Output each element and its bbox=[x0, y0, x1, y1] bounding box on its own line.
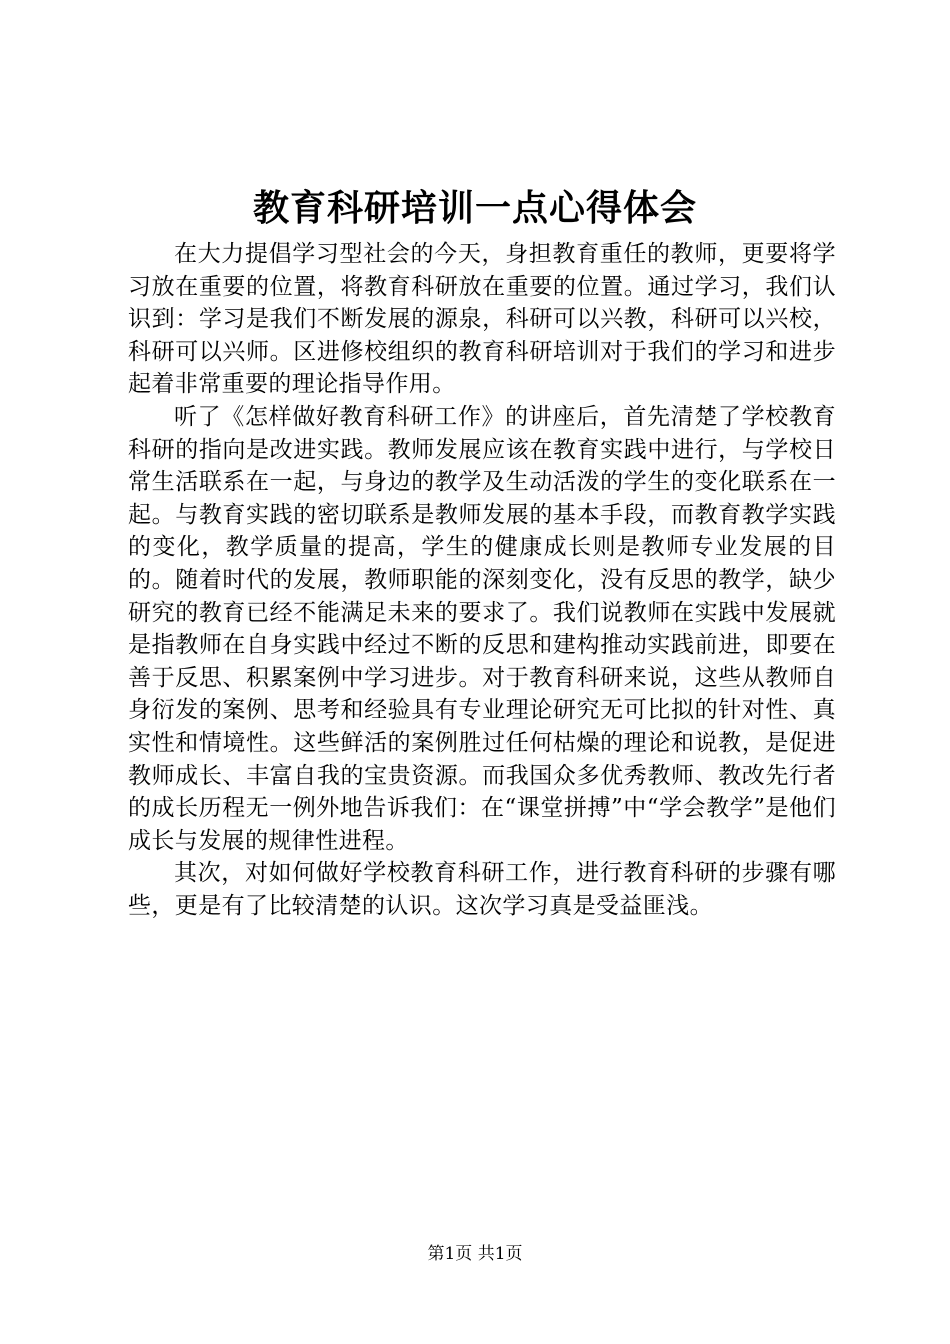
paragraph-3: 其次，对如何做好学校教育科研工作，进行教育科研的步骤有哪些，更是有了比较清楚的认识。这次学习真是受益匪浅。 bbox=[128, 860, 836, 919]
document-body bbox=[128, 238, 836, 922]
document-title: 教育科研培训一点心得体会 bbox=[252, 187, 697, 229]
paragraph-2: 听了《怎样做好教育科研工作》的讲座后，首先清楚了学校教育科研的指向是改进实践。教师发展应该在教育实践中进行，与学校日常生活联系在一起，与身边的教学及生动活泼的学生的变化联系在一起。与教育实践的密切联系是教师发展的基本手段，而教育教学实践的变化，教学质量的提高，学生的健康成长则是教师专业发展的目的。随着时代的发展，教师职能的深刻变化，没有反思的教学，缺少研究的教育已经不能满足未来的要求了。我们说教师在实践中发展就是指教师在自身实践中经过不断的反思和建构推动实践前进，即要在善于反思、积累案例中学习进步。对于教育科研来说，这些从教师自身衍发的案例、思考和经验具有专业理论研究无可比拟的针对性、真实性和情境性。这些鲜活的案例胜过任何枯燥的理论和说教，是促进教师成长、丰富自我的宝贵资源。而我国众多优秀教师、教改先行者的成长历程无一例外地告诉我们：在“课堂拼搏”中“学会教学”是他们成长与发展的规律性进程。 bbox=[128, 403, 836, 854]
page-footer: 第1页 共1页 bbox=[427, 1244, 523, 1264]
paragraph-1: 在大力提倡学习型社会的今天，身担教育重任的教师，更要将学习放在重要的位置，将教育科研放在重要的位置。通过学习，我们认识到：学习是我们不断发展的源泉，科研可以兴教，科研可以兴校，科研可以兴师。区进修校组织的教育科研培训对于我们的学习和进步起着非常重要的理论指导作用。 bbox=[128, 241, 836, 398]
